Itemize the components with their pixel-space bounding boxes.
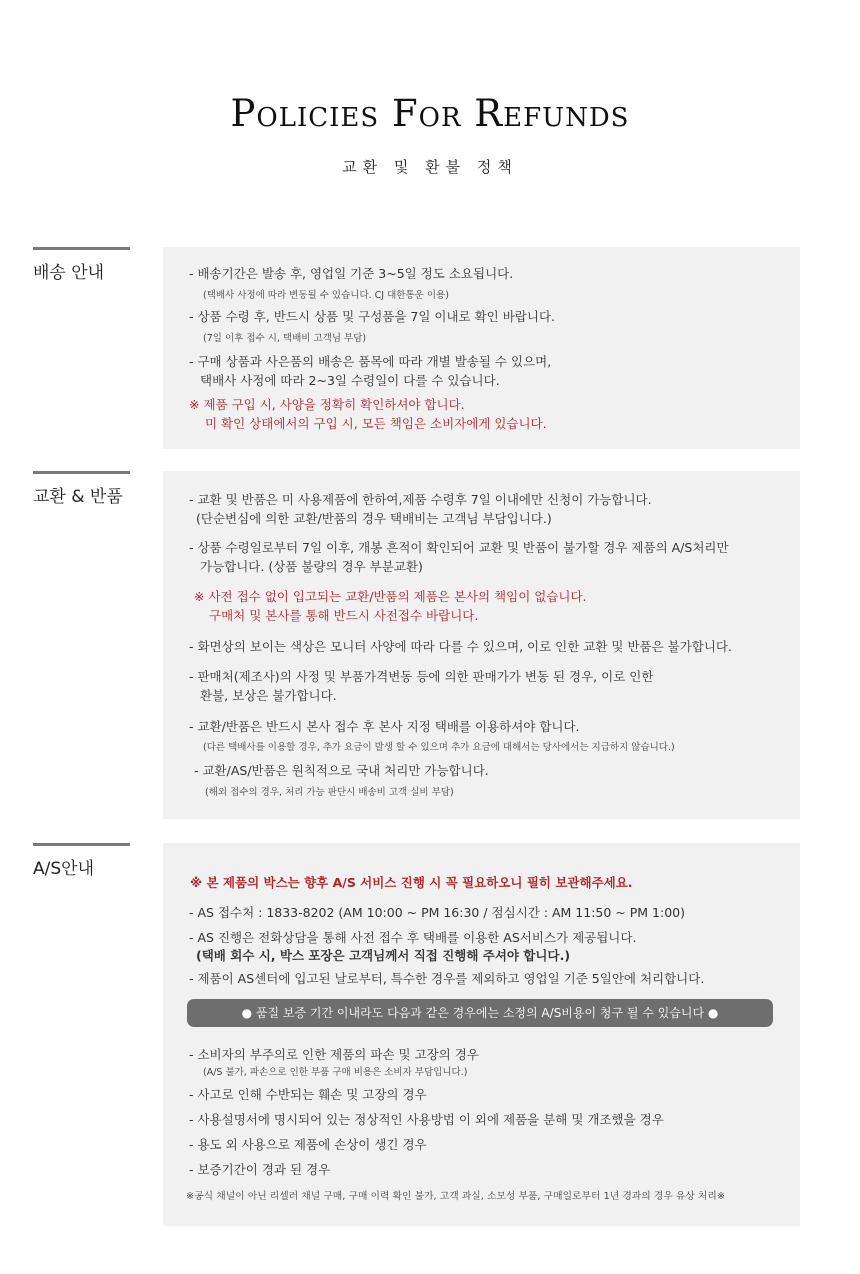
as-line: - 용도 외 사용으로 제품에 손상이 생긴 경우 <box>189 1137 427 1152</box>
exchange-line: - 화면상의 보이는 색상은 모니터 사양에 따라 다를 수 있으며, 이로 인한 교환 및 반품은 불가합니다. <box>189 639 732 654</box>
exchange-heading-label: 교환 & 반품 <box>33 487 123 507</box>
as-box-warning: ※ 본 제품의 박스는 향후 A/S 서비스 진행 시 꼭 필요하오니 필히 보관해주세요. <box>190 875 633 890</box>
as-line: (택배 회수 시, 박스 포장은 고객님께서 직접 진행해 주셔야 합니다.) <box>196 948 571 963</box>
exchange-line: - 교환/반품은 반드시 본사 접수 후 본사 지정 택배를 이용하셔야 합니다. <box>189 719 580 734</box>
as-line: - AS 접수처 : 1833-8202 (AM 10:00 ~ PM 16:30 / 점심시간 : AM 11:50 ~ PM 1:00) <box>189 905 685 920</box>
shipping-line: 택배사 사정에 따라 2~3일 수령일이 다를 수 있습니다. <box>200 373 500 388</box>
exchange-line: (단순변심에 의한 교환/반품의 경우 택배비는 고객님 부담입니다.) <box>196 511 552 526</box>
exchange-line: 가능합니다. (상품 불량의 경우 부분교환) <box>200 559 423 574</box>
exchange-heading <box>33 471 130 507</box>
exchange-warning: ※ 사전 접수 없이 입고되는 교환/반품의 제품은 본사의 책임이 없습니다. <box>194 589 587 604</box>
shipping-line: - 구매 상품과 사은품의 배송은 품목에 따라 개별 발송될 수 있으며, <box>189 354 552 369</box>
as-line: - 보증기간이 경과 된 경우 <box>189 1162 331 1177</box>
as-note: (A/S 불가, 파손으로 인한 부품 구매 비용은 소비자 부담입니다.) <box>203 1067 468 1078</box>
exchange-line: 환불, 보상은 불가합니다. <box>200 688 337 703</box>
page-subtitle: 교환 및 환불 정책 <box>342 158 518 176</box>
exchange-warning: 구매처 및 본사를 통해 반드시 사전접수 바랍니다. <box>209 608 479 623</box>
shipping-line: - 상품 수령 후, 반드시 상품 및 구성품을 7일 이내로 확인 바랍니다. <box>189 309 555 324</box>
shipping-heading <box>33 247 130 283</box>
exchange-note: (다른 택배사를 이용할 경우, 추가 요금이 발생 할 수 있으며 추가 요금에 대해서는 당사에서는 지급하지 않습니다.) <box>203 742 675 753</box>
shipping-note: (7일 이후 접수 시, 택배비 고객님 부담) <box>203 333 367 344</box>
as-line: - 소비자의 부주의로 인한 제품의 파손 및 고장의 경우 <box>189 1047 479 1062</box>
exchange-note: (해외 접수의 경우, 처리 가능 판단시 배송비 고객 실비 부담) <box>205 787 454 798</box>
paid-service-note: ※공식 채널이 아닌 리셀러 채널 구매, 구매 이력 확인 불가, 고객 과실, 소모성 부품, 구매일로부터 1년 경과의 경우 유상 처리※ <box>186 1191 726 1202</box>
as-line: - 제품이 AS센터에 입고된 날로부터, 특수한 경우를 제외하고 영업일 기준 5일안에 처리합니다. <box>189 971 705 986</box>
shipping-warning: 미 확인 상태에서의 구입 시, 모든 책임은 소비자에게 있습니다. <box>205 416 547 431</box>
exchange-box <box>163 471 800 819</box>
exchange-line: - 상품 수령일로부터 7일 이후, 개봉 흔적이 확인되어 교환 및 반품이 불가할 경우 제품의 A/S처리만 <box>189 540 729 555</box>
exchange-line: - 교환/AS/반품은 원칙적으로 국내 처리만 가능합니다. <box>194 763 489 778</box>
as-line: - 사고로 인해 수반되는 훼손 및 고장의 경우 <box>189 1087 427 1102</box>
warranty-notice-banner: ● 품질 보증 기간 이내라도 다음과 같은 경우에는 소정의 A/S비용이 청구 될 수 있습니다 ● <box>187 999 773 1027</box>
page-title: Policies For Refunds <box>230 92 630 135</box>
exchange-line: - 교환 및 반품은 미 사용제품에 한하여,제품 수령후 7일 이내에만 신청이 가능합니다. <box>189 492 652 507</box>
as-line: - AS 진행은 전화상담을 통해 사전 접수 후 택배를 이용한 AS서비스가 제공됩니다. <box>189 930 637 945</box>
shipping-note: (택배사 사정에 따라 변동될 수 있습니다. CJ 대한통운 이용) <box>203 290 449 301</box>
as-line: - 사용설명서에 명시되어 있는 정상적인 사용방법 이 외에 제품을 분해 및 개조했을 경우 <box>189 1112 664 1127</box>
as-box <box>163 843 800 1226</box>
shipping-line: - 배송기간은 발송 후, 영업일 기준 3~5일 정도 소요됩니다. <box>189 266 514 281</box>
exchange-line: - 판매처(제조사)의 사정 및 부품가격변동 등에 의한 판매가가 변동 된 경우, 이로 인한 <box>189 669 654 684</box>
shipping-heading-label: 배송 안내 <box>33 263 105 283</box>
as-heading-label: A/S안내 <box>33 859 94 879</box>
as-heading <box>33 843 130 879</box>
shipping-warning: ※ 제품 구입 시, 사양을 정확히 확인하셔야 합니다. <box>189 397 465 412</box>
shipping-box <box>163 247 800 449</box>
